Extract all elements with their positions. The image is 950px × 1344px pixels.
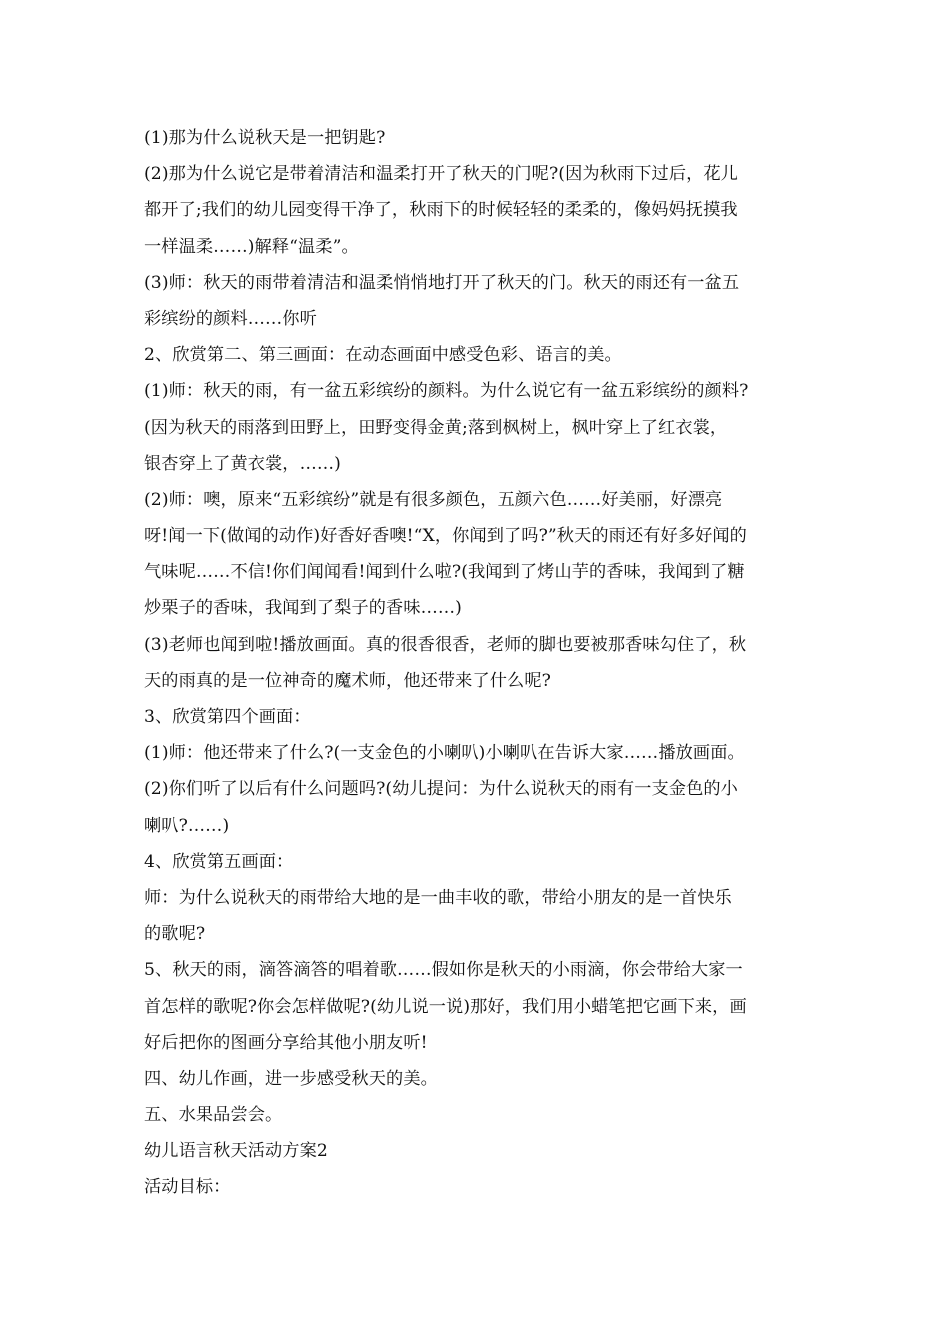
- document-body: [144, 120, 812, 1206]
- text-line: (1)师：秋天的雨，有一盆五彩缤纷的颜料。为什么说它有一盆五彩缤纷的颜料?: [144, 381, 749, 402]
- text-line: 好后把你的图画分享给其他小朋友听!: [144, 1032, 428, 1053]
- text-line: 的歌呢?: [144, 924, 206, 945]
- text-line: 呀!闻一下(做闻的动作)好香好香噢!“X，你闻到了吗?”秋天的雨还有好多好闻的: [144, 526, 747, 547]
- text-line: (2)你们听了以后有什么问题吗?(幼儿提问：为什么说秋天的雨有一支金色的小: [144, 779, 738, 800]
- text-line: (2)那为什么说它是带着清洁和温柔打开了秋天的门呢?(因为秋雨下过后，花儿: [144, 164, 738, 185]
- text-line: 都开了;我们的幼儿园变得干净了，秋雨下的时候轻轻的柔柔的，像妈妈抚摸我: [144, 200, 738, 221]
- text-line: 彩缤纷的颜料……你听: [144, 308, 317, 329]
- text-line: (1)那为什么说秋天是一把钥匙?: [144, 128, 386, 148]
- text-line: 天的雨真的是一位神奇的魔术师，他还带来了什么呢?: [144, 670, 551, 691]
- text-line: 气味呢……不信!你们闻闻看!闻到什么啦?(我闻到了烤山芋的香味，我闻到了糖: [144, 562, 745, 583]
- text-line: (1)师：他还带来了什么?(一支金色的小喇叭)小喇叭在告诉大家……播放画面。: [144, 743, 745, 764]
- section-heading: 3、欣赏第四个画面：: [144, 707, 311, 727]
- section-heading: 4、欣赏第五画面：: [144, 851, 294, 872]
- section-heading: 活动目标：: [144, 1177, 231, 1198]
- document-title: 幼儿语言秋天活动方案2: [144, 1141, 328, 1162]
- text-line: (3)老师也闻到啦!播放画面。真的很香很香，老师的脚也要被那香味勾住了，秋: [144, 634, 747, 655]
- text-line: 一样温柔……)解释“温柔”。: [144, 236, 359, 257]
- text-line: 师：为什么说秋天的雨带给大地的是一曲丰收的歌，带给小朋友的是一首快乐: [144, 887, 732, 908]
- section-heading: 五、水果品尝会。: [144, 1105, 283, 1126]
- text-line: 喇叭?……): [144, 815, 230, 836]
- text-line: 银杏穿上了黄衣裳，……): [144, 453, 341, 474]
- text-line: (因为秋天的雨落到田野上，田野变得金黄;落到枫树上，枫叶穿上了红衣裳，: [144, 417, 728, 438]
- text-line: 炒栗子的香味，我闻到了梨子的香味……): [144, 598, 462, 619]
- text-line: 首怎样的歌呢?你会怎样做呢?(幼儿说一说)那好，我们用小蜡笔把它画下来，画: [144, 996, 747, 1017]
- section-heading: 2、欣赏第二、第三画面：在动态画面中感受色彩、语言的美。: [144, 345, 622, 366]
- section-heading: 四、幼儿作画，进一步感受秋天的美。: [144, 1068, 438, 1089]
- text-line: 5、秋天的雨，滴答滴答的唱着歌……假如你是秋天的小雨滴，你会带给大家一: [144, 960, 743, 981]
- text-line: (2)师：噢，原来“五彩缤纷”就是有很多颜色，五颜六色……好美丽，好漂亮: [144, 489, 723, 510]
- text-line: (3)师：秋天的雨带着清洁和温柔悄悄地打开了秋天的门。秋天的雨还有一盆五: [144, 272, 740, 293]
